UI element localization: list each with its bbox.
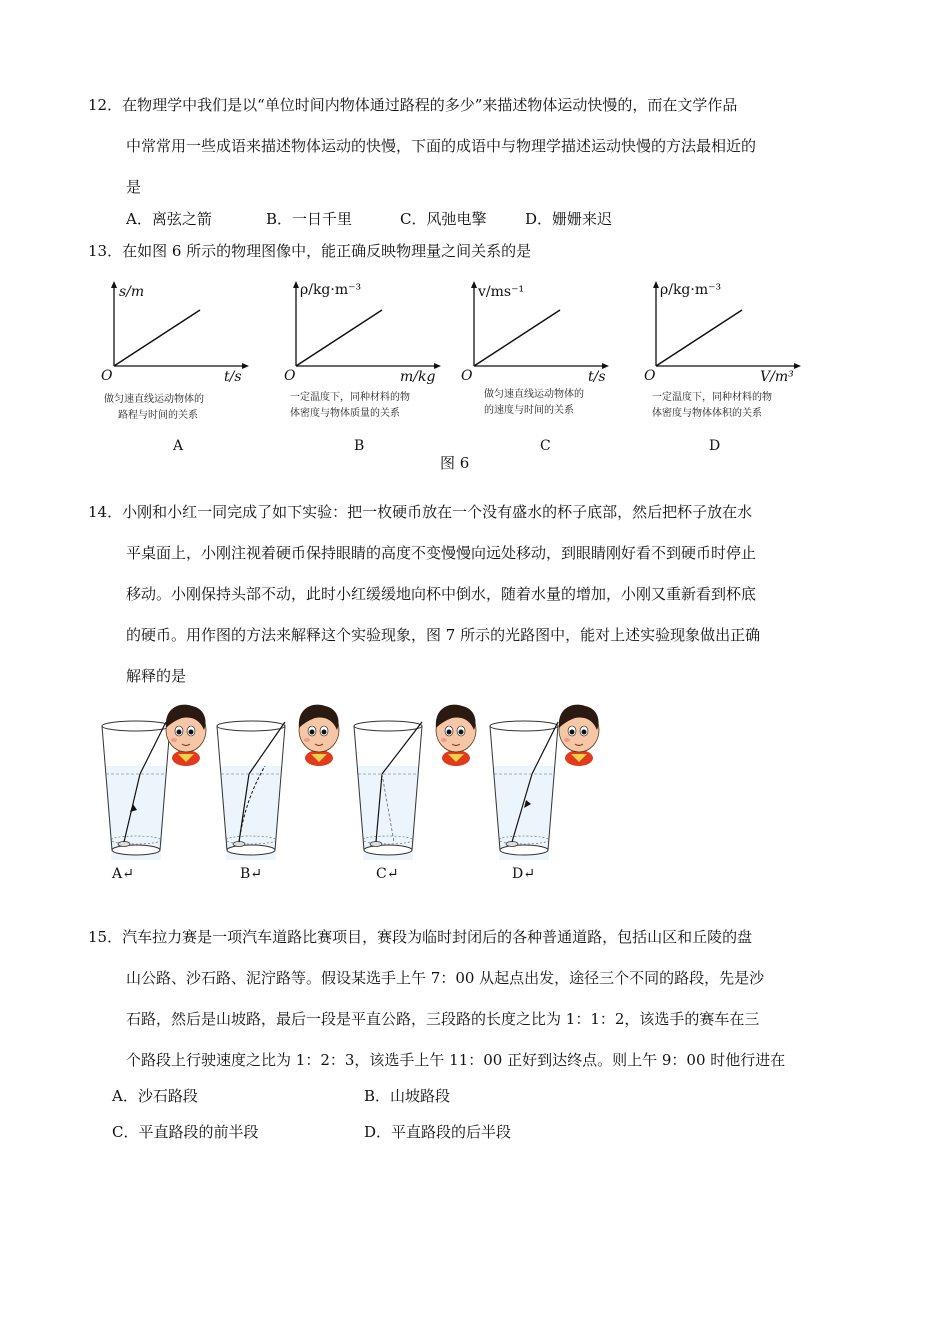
graph-c-ylabel: v/ms⁻¹	[478, 284, 525, 300]
graph-a-caption-1: 做匀速直线运动物体的	[104, 394, 204, 405]
graph-c-caption-1: 做匀速直线运动物体的	[484, 389, 584, 400]
graph-a-caption-2: 路程与时间的关系	[118, 410, 198, 421]
q12-line-1: 12．在物理学中我们是以“单位时间内物体通过路程的多少”来描述物体运动快慢的，而在文学作品	[88, 96, 738, 114]
graph-d-xlabel: V/m³	[760, 369, 794, 385]
q12-option-a: A．离弦之箭	[126, 210, 212, 228]
graph-c-caption-2: 的速度与时间的关系	[484, 405, 574, 416]
q15-option-d: D．平直路段的后半段	[364, 1123, 512, 1141]
q14-line-2: 平桌面上，小刚注视着硬币保持眼睛的高度不变慢慢向远处移动，到眼睛刚好看不到硬币时停止	[126, 544, 757, 562]
q15-line-2: 山公路、沙石路、泥泞路等。假设某选手上午 7：00 从起点出发，途径三个不同的路段，先是沙	[126, 969, 765, 987]
graph-b-letter: B	[354, 438, 365, 454]
figure-6-label: 图 6	[440, 454, 470, 472]
figure-7	[100, 700, 660, 860]
graph-a-letter: A	[173, 438, 184, 454]
graph-d-caption-1: 一定温度下，同种材料的物	[652, 392, 772, 403]
q12-option-b: B．一日千里	[266, 210, 353, 228]
graph-d-caption-2: 体密度与物体体积的关系	[652, 408, 762, 419]
graph-b-origin: O	[284, 368, 296, 384]
graph-d-origin: O	[644, 368, 656, 384]
q15-option-a: A．沙石路段	[112, 1087, 198, 1105]
q12-option-c: C．风弛电擎	[400, 210, 487, 228]
graph-a-xlabel: t/s	[224, 369, 242, 385]
graph-c-origin: O	[461, 368, 473, 384]
q13-stem: 13．在如图 6 所示的物理图像中，能正确反映物理量之间关系的是	[88, 242, 532, 260]
graph-a-ylabel: s/m	[119, 284, 145, 300]
q12-line-2: 中常常用一些成语来描述物体运动的快慢，下面的成语中与物理学描述运动快慢的方法最相近的	[126, 137, 757, 155]
graph-b-caption-1: 一定温度下，同种材料的物	[290, 392, 410, 403]
q15-option-c: C．平直路段的前半段	[112, 1123, 259, 1141]
graph-b-xlabel: m/kg	[400, 369, 436, 385]
q15-line-4: 个路段上行驶速度之比为 1：2：3，该选手上午 11：00 正好到达终点。则上午 9：00 时他行进在	[126, 1051, 786, 1069]
q15-option-b: B．山坡路段	[364, 1087, 451, 1105]
graph-c-xlabel: t/s	[588, 369, 606, 385]
graph-b-ylabel: ρ/kg·m⁻³	[300, 282, 362, 298]
q12-line-3: 是	[126, 178, 142, 196]
graph-b-caption-2: 体密度与物体质量的关系	[290, 408, 400, 419]
q14-line-4: 的硬币。用作图的方法来解释这个实验现象，图 7 所示的光路图中，能对上述实验现象做出正确	[126, 626, 761, 644]
q14-line-3: 移动。小刚保持头部不动，此时小红缓缓地向杯中倒水，随着水量的增加，小刚又重新看到杯底	[126, 585, 757, 603]
graph-d-letter: D	[709, 438, 721, 454]
graph-d-ylabel: ρ/kg·m⁻³	[660, 282, 722, 298]
fig7-label-a: A↵	[112, 866, 134, 882]
q12-option-d: D．姗姗来迟	[525, 210, 613, 228]
q14-line-1: 14．小刚和小红一同完成了如下实验：把一枚硬币放在一个没有盛水的杯子底部，然后把杯子放在水	[88, 503, 753, 521]
graph-c-letter: C	[540, 438, 551, 454]
q14-line-5: 解释的是	[126, 667, 187, 685]
fig7-label-b: B↵	[240, 866, 263, 882]
graph-a-origin: O	[101, 368, 113, 384]
fig7-label-d: D↵	[512, 866, 535, 882]
q15-line-3: 石路，然后是山坡路，最后一段是平直公路，三段路的长度之比为 1：1：2，该选手的赛车在三	[126, 1010, 760, 1028]
fig7-label-c: C↵	[376, 866, 399, 882]
q15-line-1: 15．汽车拉力赛是一项汽车道路比赛项目，赛段为临时封闭后的各种普通道路，包括山区和丘陵的盘	[88, 928, 753, 946]
